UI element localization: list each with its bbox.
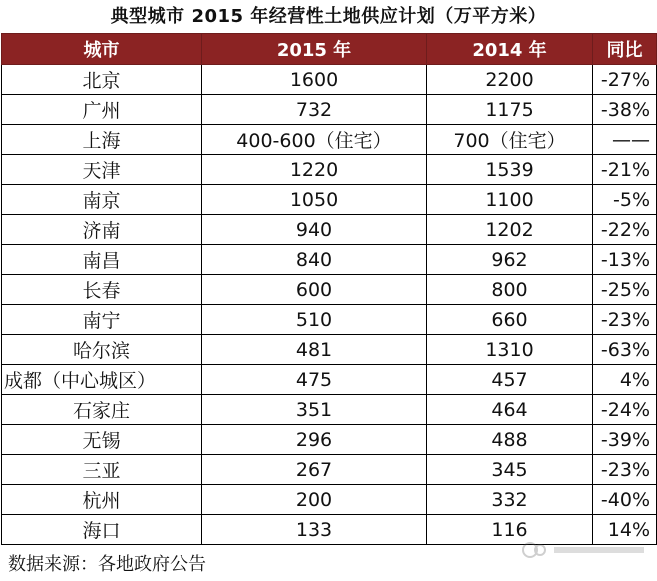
cell-2015: 400-600（住宅） xyxy=(202,125,427,155)
cell-city: 哈尔滨 xyxy=(2,335,202,365)
cell-2014: 700（住宅） xyxy=(427,125,593,155)
cell-yoy: -5% xyxy=(593,185,657,215)
table-row xyxy=(2,95,657,125)
table-row xyxy=(2,125,657,155)
cell-2015: 1050 xyxy=(202,185,427,215)
source-note: 数据来源：各地政府公告 xyxy=(8,554,206,575)
cell-city: 济南 xyxy=(2,215,202,245)
cell-city: 广州 xyxy=(2,95,202,125)
table-row xyxy=(2,185,657,215)
cell-2015: 510 xyxy=(202,305,427,335)
cell-city: 无锡 xyxy=(2,425,202,455)
table-title: 典型城市 2015 年经营性土地供应计划（万平方米） xyxy=(110,6,547,27)
cell-2014: 1310 xyxy=(427,335,593,365)
cell-2014: 1175 xyxy=(427,95,593,125)
cell-yoy: -23% xyxy=(593,455,657,485)
cell-2014: 1100 xyxy=(427,185,593,215)
cell-2015: 200 xyxy=(202,485,427,515)
cell-city: 南宁 xyxy=(2,305,202,335)
table-row xyxy=(2,455,657,485)
cell-city: 杭州 xyxy=(2,485,202,515)
cell-2015: 600 xyxy=(202,275,427,305)
cell-yoy: -40% xyxy=(593,485,657,515)
cell-city: 南昌 xyxy=(2,245,202,275)
header-2015: 2015 年 xyxy=(202,34,427,65)
table-row xyxy=(2,425,657,455)
header-city: 城市 xyxy=(2,34,202,65)
cell-city: 南京 xyxy=(2,185,202,215)
cell-2014: 116 xyxy=(427,515,593,545)
cell-city: 海口 xyxy=(2,515,202,545)
cell-2015: 133 xyxy=(202,515,427,545)
cell-city: 天津 xyxy=(2,155,202,185)
cell-2014: 345 xyxy=(427,455,593,485)
cell-city: 三亚 xyxy=(2,455,202,485)
cell-city: 北京 xyxy=(2,65,202,95)
cell-2015: 481 xyxy=(202,335,427,365)
cell-2015: 1600 xyxy=(202,65,427,95)
cell-city: 成都（中心城区） xyxy=(2,365,202,395)
table-row xyxy=(2,65,657,95)
cell-2015: 1220 xyxy=(202,155,427,185)
cell-2014: 962 xyxy=(427,245,593,275)
cell-2014: 1202 xyxy=(427,215,593,245)
cell-2015: 840 xyxy=(202,245,427,275)
table-row xyxy=(2,155,657,185)
header-row xyxy=(2,34,657,65)
cell-yoy: 4% xyxy=(593,365,657,395)
table-row xyxy=(2,245,657,275)
cell-yoy: -39% xyxy=(593,425,657,455)
cell-2015: 351 xyxy=(202,395,427,425)
cell-2014: 464 xyxy=(427,395,593,425)
cell-yoy: -13% xyxy=(593,245,657,275)
cell-yoy: -21% xyxy=(593,155,657,185)
cell-yoy: -38% xyxy=(593,95,657,125)
table-row xyxy=(2,395,657,425)
cell-yoy: -22% xyxy=(593,215,657,245)
table-row xyxy=(2,335,657,365)
cell-2015: 940 xyxy=(202,215,427,245)
table-row xyxy=(2,305,657,335)
cell-city: 石家庄 xyxy=(2,395,202,425)
header-2014: 2014 年 xyxy=(427,34,593,65)
cell-2014: 488 xyxy=(427,425,593,455)
watermark-logo-icon xyxy=(520,538,652,562)
cell-2014: 2200 xyxy=(427,65,593,95)
table-row xyxy=(2,215,657,245)
cell-yoy: -25% xyxy=(593,275,657,305)
cell-city: 长春 xyxy=(2,275,202,305)
table-row xyxy=(2,365,657,395)
cell-2015: 267 xyxy=(202,455,427,485)
cell-yoy: -27% xyxy=(593,65,657,95)
header-yoy: 同比 xyxy=(593,34,657,65)
table-row xyxy=(2,485,657,515)
cell-2015: 475 xyxy=(202,365,427,395)
cell-2014: 660 xyxy=(427,305,593,335)
cell-yoy: 14% xyxy=(593,515,657,545)
cell-yoy: -23% xyxy=(593,305,657,335)
cell-2014: 332 xyxy=(427,485,593,515)
table-row xyxy=(2,275,657,305)
cell-yoy: -63% xyxy=(593,335,657,365)
cell-yoy: -24% xyxy=(593,395,657,425)
cell-2015: 732 xyxy=(202,95,427,125)
cell-2015: 296 xyxy=(202,425,427,455)
cell-2014: 1539 xyxy=(427,155,593,185)
cell-2014: 800 xyxy=(427,275,593,305)
cell-city: 上海 xyxy=(2,125,202,155)
cell-yoy: —— xyxy=(593,125,657,155)
cell-2014: 457 xyxy=(427,365,593,395)
land-supply-table xyxy=(1,33,657,545)
